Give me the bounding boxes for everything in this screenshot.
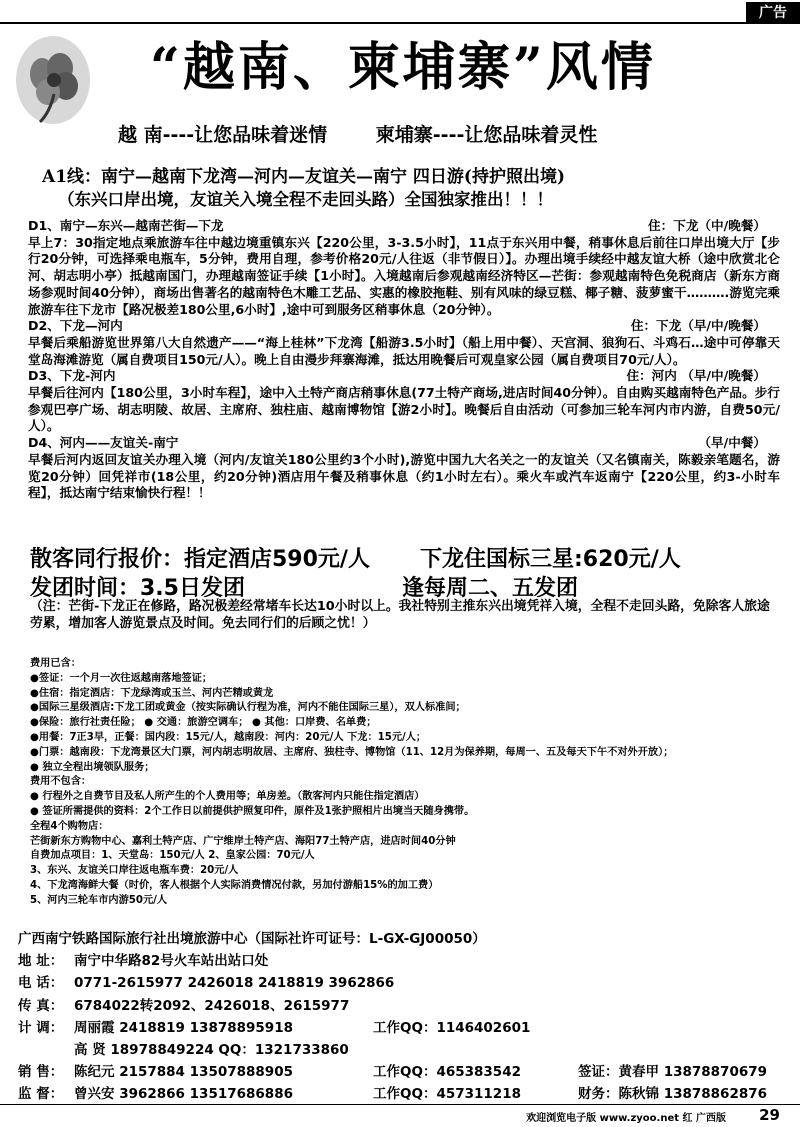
day-title: D4、河内——友谊关-南宁 [28,435,179,451]
planner-1: 周丽霞 2418819 13878895918 [74,1019,293,1036]
phone-label: 电 话： [18,975,64,992]
address-value: 南宁中华路82号火车站出站口处 [74,953,269,970]
fee-details [30,657,790,909]
page-title: “越南、柬埔寨”风情 [150,37,656,98]
top-rule [0,22,746,24]
slogan-cambodia: 柬埔寨----让您品味着灵性 [375,124,598,146]
sales-qq: 工作QQ：465383542 [373,1064,521,1081]
fee-line: 费用已含： [30,658,81,669]
itinerary [28,218,780,502]
fee-line: 自费加点项目：1、天堂岛：150元/人 2、皇家公园：70元/人 [30,850,315,862]
fee-line: 芒街新东方购物中心、嘉利土特产店、广宁维岸土特产店、海阳77土特产店，进店时间40分钟 [30,835,456,847]
route-title: A1线：南宁—越南下龙湾—河内—友谊关—南宁 四日游(持护照出境) [42,167,566,187]
fee-line: ●保险：旅行社责任险； ● 交通：旅游空调车； ● 其他：口岸费、名单费； [30,717,377,729]
visa-contact: 签证：黄春甲 13878870679 [578,1064,768,1081]
sales-contact: 陈纪元 2157884 13507888905 [74,1064,293,1081]
finance-contact: 财务：陈秋锦 13878862876 [578,1086,768,1103]
fee-line: ●住宿：指定酒店：下龙绿湾或玉兰、河内芒精或黄龙 [30,687,274,699]
footer [0,1104,800,1127]
slogans [118,120,788,147]
planner-2: 高 贤 18978849224 QQ：1321733860 [74,1042,349,1059]
agency-name: 广西南宁铁路国际旅行社出境旅游中心（国际社许可证号：L-GX-GJ00050） [18,931,486,947]
day-4 [28,435,780,502]
price-three-star: 下龙住国标三星:620元/人 [419,547,681,572]
day-lodging: （早/中餐） [698,435,766,451]
sales-label: 销 售： [18,1064,64,1081]
day-description: 早上7：30指定地点乘旅游车往中越边境重镇东兴【220公里，3-3.5小时】，11点于东兴用中餐，稍事休息后前往口岸出境大厅【步行20分钟，可选择乘电瓶车，5分钟，费用自理，参考价格20元/人往返（非节假日）】。办理出境手续经中越友谊大桥（途中欣赏北仑河、胡志明小亭）抵越南国门，办理越南签证手续【1小时】。入境越南后参观越南经济特区—芒街：参观越南特色免税商店（新东方商场参观时间40分钟），商场出售著名的越南特色木雕工艺品、实惠的橡胶拖鞋、别有风味的绿豆糕、椰子糖、菠萝蜜干……….游览完乘旅游车往下龙市【路况极差180公里,6小时】,途中可到服务区稍事休息（20分钟）。 [28,234,780,317]
fee-line: ●国际三星级酒店:下龙工团或黄金（按实际确认行程为准，河内不能住国际三星），双人标准间； [30,702,466,714]
fee-line: 4、下龙湾海鲜大餐（时价，客人根据个人实际消费情况付款，另加付游船15%的加工费） [30,879,439,891]
departure-days: 逢每周二、五发团 [402,576,579,601]
monitor-contact: 曾兴安 3962866 13517686886 [74,1086,293,1103]
fee-line: 5、河内三轮车市内游50元/人 [30,894,168,906]
price-standard: 散客同行报价：指定酒店590元/人 [30,547,370,572]
monitor-qq: 工作QQ：457311218 [373,1086,521,1103]
day-description: 早餐后乘船游览世界第八大自然遗产——“海上桂林”下龙湾【船游3.5小时】（船上用中餐）、天宫洞、狼狗石、斗鸡石…途中可停靠天堂岛海滩游览（属自费项目150元/人）。晚上自由漫步拜寨海滩，抵达用晚餐后可观皇家公园（属自费项目70元/人）。 [28,334,780,367]
fee-line: 3、东兴、友谊关口岸往返电瓶车费：20元/人 [30,865,239,877]
fee-line: ● 独立全程出境领队服务； [30,761,155,773]
flower-logo-icon [14,34,92,126]
fee-line: ●签证：一个月一次往返越南落地签证； [30,672,213,684]
road-note: （注：芒街-下龙正在修路，路况极差经常堵车长达10小时以上。我社特别主推东兴出境凭祥入境，全程不走回头路，免除客人旅途劳累，增加客人游览景点及时间。免去同行们的后顾之忧！） [30,599,770,631]
page-number: 29 [759,1106,780,1124]
fee-line: 全程4个购物店： [30,820,109,832]
slogan-vietnam: 越 南----让您品味着迷情 [118,124,328,146]
route-subtitle: （东兴口岸出境，友谊关入境全程不走回头路）全国独家推出！！！ [58,190,553,209]
day-2 [28,318,780,368]
planner-label: 计 调： [18,1019,64,1036]
fee-line: ● 签证所需提供的资料：2个工作日以前提供护照复印件，原件及1张护照相片出境当天随身携带。 [30,805,475,817]
footer-rule [0,1104,800,1105]
ad-tag: 广告 [746,2,800,24]
monitor-label: 监 督： [18,1086,64,1103]
day-description: 早餐后往河内【180公里，3小时车程】，途中入土特产商店稍事休息(77土特产商场,进店时间40分钟）。自由购买越南特色产品。步行参观巴亭广场、胡志明陵、故居、主席府、独柱庙、越南博物馆【游2小时】。晚餐后自由活动（可参加三轮车河内市内游，自费50元/人）。 [28,385,780,434]
day-title: D2、下龙—河内 [28,318,123,334]
day-title: D1、南宁—东兴—越南芒街—下龙 [28,218,224,233]
phone-value: 0771-2615977 2426018 2418819 3962866 [74,975,395,992]
fee-line: ●门票：越南段：下龙湾景区大门票，河内胡志明故居、主席府、独柱寺、博物馆（11、12月为保养期，每周一、五及每天下午不对外开放）； [30,746,674,758]
fax-label: 传 真： [18,997,64,1014]
fee-line: ● 行程外之自费节目及私人所产生的个人费用等；单房差。（散客河内只能住指定酒店） [30,791,425,803]
day-lodging: 住：河内 （早/中/晚餐） [626,368,766,384]
price-line [30,542,790,573]
fee-line: 费用不包含： [30,776,92,788]
fax-value: 6784022转2092、2426018、2615977 [74,997,350,1014]
day-title: D3、下龙-河内 [28,368,116,384]
departure-time: 发团时间：3.5日发团 [30,576,245,601]
fee-line: ●用餐：7正3早，正餐：国内段：15元/人，越南段：河内：20元/人 下龙：15元/人； [30,731,427,743]
day-lodging: 住：下龙（中/晚餐） [648,218,766,233]
day-3 [28,368,780,435]
planner-1-qq: 工作QQ：1146402601 [373,1019,531,1036]
address-label: 地 址： [18,953,64,970]
day-description: 早餐后河内返回友谊关办理入境（河内/友谊关180公里约3个小时),游览中国九大名关之一的友谊关（又名镇南关，陈毅亲笔题名，游览20分钟）回凭祥市(18公里，约20分钟)酒店用午餐及稍事休息（约1小时左右）。乘火车或汽车返南宁【220公里，约3-小时车程】，抵达南宁结束愉快行程！！ [28,451,780,501]
contact-block [18,928,798,1106]
day-lodging: 住：下龙（早/中/晚餐） [630,318,766,334]
footer-text: 欢迎浏览电子版 www.zyoo.net 红 广西版 [526,1113,726,1124]
day-1 [28,218,780,318]
